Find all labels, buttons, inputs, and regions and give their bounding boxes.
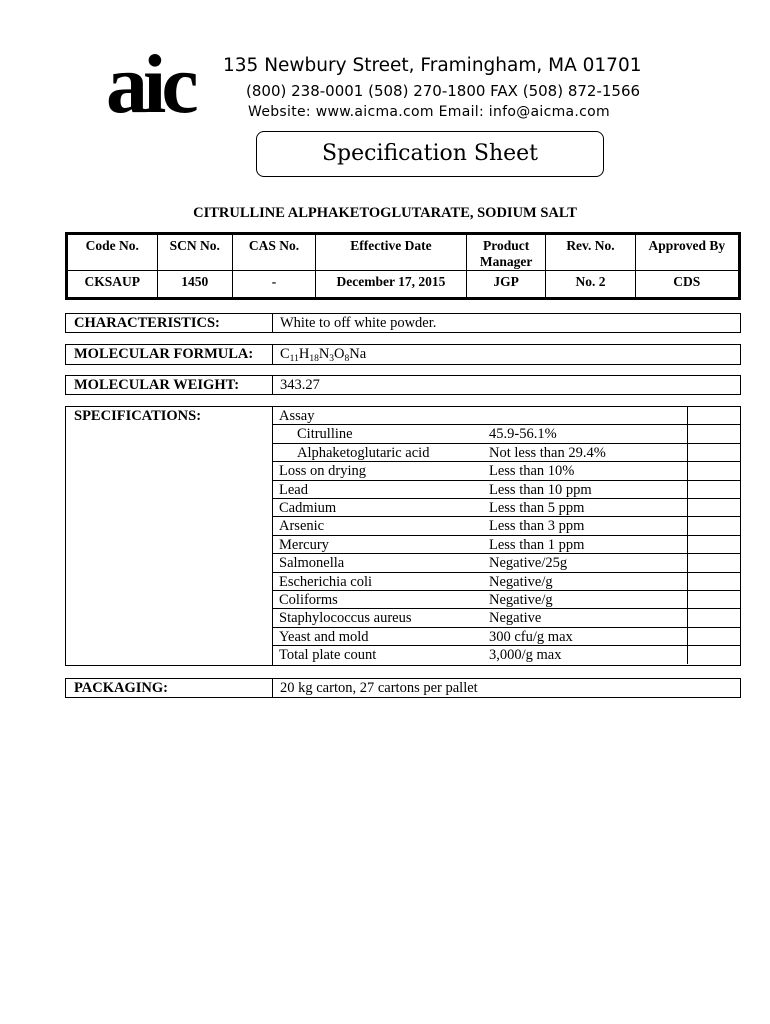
formula-part: O	[334, 346, 345, 362]
spec-value: Less than 3 ppm	[489, 518, 585, 535]
molecular-weight-section	[65, 375, 741, 395]
product-name: CITRULLINE ALPHAKETOGLUTARATE, SODIUM SALT	[193, 205, 577, 221]
spec-test: Alphaketoglutaric acid	[297, 444, 430, 461]
spec-value: Negative/g	[489, 591, 553, 608]
characteristics-section	[65, 313, 741, 333]
formula-subscript: 11	[289, 354, 299, 364]
formula-part: N	[318, 346, 330, 362]
spec-row	[273, 536, 740, 554]
specifications-label: SPECIFICATIONS:	[66, 407, 273, 665]
characteristics-value: White to off white powder.	[280, 315, 437, 331]
spec-row	[273, 517, 740, 535]
spec-value: Not less than 29.4%	[489, 444, 606, 461]
spec-row	[273, 573, 740, 591]
document-title: Specification Sheet	[256, 131, 604, 177]
formula-part: C	[280, 346, 290, 362]
info-header-cell: Code No.	[68, 235, 158, 271]
spec-test: Escherichia coli	[279, 573, 372, 590]
info-value-cell: CKSAUP	[68, 271, 158, 298]
spec-row	[273, 481, 740, 499]
spec-row	[273, 646, 740, 664]
spec-test: Citrulline	[297, 426, 353, 443]
spec-value: 300 cfu/g max	[489, 628, 573, 645]
molecular-formula-value	[280, 346, 366, 363]
info-value-cell: December 17, 2015	[316, 271, 467, 298]
molecular-formula-label: MOLECULAR FORMULA:	[66, 345, 273, 364]
info-value-cell: No. 2	[546, 271, 635, 298]
spec-value: Less than 10 ppm	[489, 481, 592, 498]
formula-part: H	[298, 346, 310, 362]
specifications-section	[65, 406, 741, 666]
info-header-cell: CAS No.	[232, 235, 315, 271]
info-header-row	[68, 235, 739, 271]
spec-test: Yeast and mold	[279, 628, 369, 645]
spec-value: 3,000/g max	[489, 647, 562, 664]
molecular-weight-label: MOLECULAR WEIGHT:	[66, 376, 273, 394]
info-value-cell: CDS	[635, 271, 738, 298]
spec-test: Salmonella	[279, 555, 345, 572]
spec-row	[273, 609, 740, 627]
info-value-cell: -	[232, 271, 315, 298]
website-link[interactable]: www.aicma.com	[315, 104, 434, 120]
info-header-cell: Product Manager	[466, 235, 546, 271]
logo-text: aic	[106, 38, 194, 131]
characteristics-label: CHARACTERISTICS:	[66, 314, 273, 332]
info-value-row	[68, 271, 739, 298]
info-header-cell: Effective Date	[316, 235, 467, 271]
specifications-table	[273, 407, 740, 664]
formula-subscript: 18	[309, 354, 319, 364]
spec-value: Negative	[489, 610, 542, 627]
spec-value: Negative/25g	[489, 555, 568, 572]
company-logo	[106, 38, 210, 131]
spec-value: Less than 5 ppm	[489, 499, 585, 516]
spec-row	[273, 462, 740, 480]
email-link[interactable]: info@aicma.com	[488, 104, 610, 120]
info-header-cell: Rev. No.	[546, 235, 635, 271]
molecular-weight-value: 343.27	[280, 377, 320, 393]
formula-subscript: 8	[344, 354, 350, 364]
company-address: 135 Newbury Street, Framingham, MA 01701	[223, 55, 642, 76]
spec-test: Assay	[279, 408, 315, 424]
spec-row	[273, 554, 740, 572]
info-table	[65, 232, 741, 300]
spec-row	[273, 444, 740, 462]
info-header-cell: Approved By	[635, 235, 738, 271]
spec-row	[273, 407, 740, 425]
spec-value: 45.9-56.1%	[489, 426, 557, 443]
spec-value: Less than 1 ppm	[489, 536, 585, 553]
formula-subscript: 3	[329, 354, 335, 364]
info-value-cell: 1450	[157, 271, 232, 298]
packaging-value: 20 kg carton, 27 cartons per pallet	[280, 680, 478, 696]
company-phones: (800) 238-0001 (508) 270-1800 FAX (508) 872-1566	[246, 82, 641, 100]
spec-test: Arsenic	[279, 518, 325, 535]
spec-test: Lead	[279, 481, 308, 498]
email-label: Email:	[438, 104, 484, 120]
website-label: Website:	[248, 104, 311, 120]
formula-part: Na	[349, 346, 367, 362]
contact-line	[248, 104, 610, 120]
spec-test: Mercury	[279, 536, 329, 553]
info-header-cell: SCN No.	[157, 235, 232, 271]
packaging-section	[65, 678, 741, 698]
info-value-cell: JGP	[466, 271, 546, 298]
spec-row	[273, 591, 740, 609]
molecular-formula-section	[65, 344, 741, 365]
spec-test: Staphylococcus aureus	[279, 610, 412, 627]
spec-value: Less than 10%	[489, 463, 575, 480]
spec-row	[273, 628, 740, 646]
packaging-label: PACKAGING:	[66, 679, 273, 697]
spec-value: Negative/g	[489, 573, 553, 590]
spec-row	[273, 499, 740, 517]
spec-test: Loss on drying	[279, 463, 366, 480]
spec-test: Cadmium	[279, 499, 337, 516]
spec-row	[273, 425, 740, 443]
spec-test: Total plate count	[279, 647, 377, 664]
spec-test: Coliforms	[279, 591, 338, 608]
